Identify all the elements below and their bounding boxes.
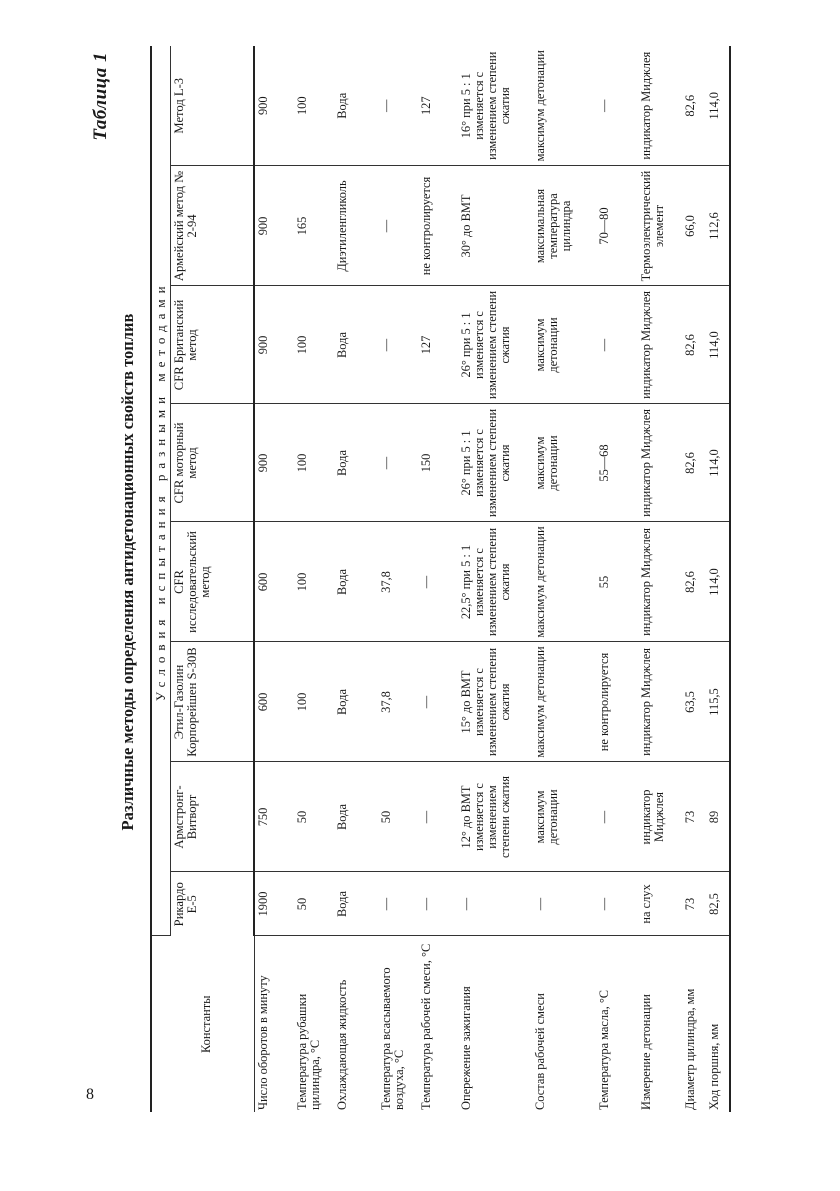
table-row	[418, 46, 458, 1112]
cell: 82,5	[706, 872, 730, 936]
cell: 82,6	[682, 522, 706, 642]
cell: 150	[418, 404, 458, 522]
table-title: Различные методы определения антидетонационных свойств топлив	[118, 313, 137, 831]
cell: 100	[294, 404, 334, 522]
cell: 50	[378, 762, 418, 872]
cell: 37,8	[378, 642, 418, 762]
row-label: Температура рабочей смеси, °С	[419, 943, 434, 1110]
cell: Вода	[334, 522, 378, 642]
cell: Вода	[334, 286, 378, 404]
column-header-ethyl: Этил-Газолин Корпорейшен S-30В	[170, 642, 254, 762]
cell: 22,5° при 5 : 1 изменяется с изменением степени сжатия	[458, 522, 532, 642]
constants-header: Константы	[151, 936, 254, 1112]
cell: 127	[418, 46, 458, 166]
row-label: Температура всасываемого воздуха, °С	[379, 967, 407, 1110]
cell: индикатор Миджлея	[638, 522, 682, 642]
row-label: Измерение детонации	[639, 994, 654, 1110]
cell: 82,6	[682, 404, 706, 522]
table-row	[682, 46, 706, 1112]
cell: —	[532, 872, 596, 936]
column-header-cfr-british: CFR Британский метод	[170, 286, 254, 404]
cell: максимум детонации	[532, 642, 596, 762]
cell: Вода	[334, 762, 378, 872]
cell: индикатор Миджлея	[638, 642, 682, 762]
cell: индикатор Миджлея	[638, 286, 682, 404]
cell: 115,5	[706, 642, 730, 762]
table-row	[458, 46, 532, 1112]
cell: —	[378, 46, 418, 166]
cell: максимум детонации	[532, 46, 596, 166]
cell: 114,0	[706, 522, 730, 642]
cell: максимальная температура цилиндра	[532, 166, 596, 286]
cell: 100	[294, 286, 334, 404]
cell: не контролируется	[418, 166, 458, 286]
cell: на слух	[638, 872, 682, 936]
page-number: 8	[86, 1086, 94, 1103]
cell: —	[378, 872, 418, 936]
cell: Термоэлектрический элемент	[638, 166, 682, 286]
cell: 30° до ВМТ	[458, 166, 532, 286]
cell: 73	[682, 872, 706, 936]
cell: 127	[418, 286, 458, 404]
cell: —	[458, 872, 532, 936]
cell: Вода	[334, 404, 378, 522]
cell: 114,0	[706, 46, 730, 166]
cell: Вода	[334, 642, 378, 762]
cell: максимум детонации	[532, 404, 596, 522]
cell: —	[596, 762, 638, 872]
column-header-armstrong: Армстронг-Витворт	[170, 762, 254, 872]
cell: —	[596, 46, 638, 166]
column-header-l3: Метод L-3	[170, 46, 254, 166]
cell: 50	[294, 762, 334, 872]
cell: 750	[254, 762, 294, 872]
table-caption: Таблица 1	[90, 52, 111, 141]
cell: 89	[706, 762, 730, 872]
cell: 55—68	[596, 404, 638, 522]
cell: —	[418, 762, 458, 872]
cell: Диэтиленгликоль	[334, 166, 378, 286]
cell: 66,0	[682, 166, 706, 286]
row-label: Температура масла, °С	[597, 989, 612, 1110]
row-label: Опережение зажигания	[459, 986, 474, 1110]
column-header-ricardo: Рикардо Е-5	[170, 872, 254, 936]
column-header-army: Армейский метод № 2-94	[170, 166, 254, 286]
cell: 82,6	[682, 286, 706, 404]
cell: 600	[254, 522, 294, 642]
cell: 26° при 5 : 1 изменяется с изменением степени сжатия	[458, 404, 532, 522]
cell: максимум детонации	[532, 286, 596, 404]
cell: 26° при 5 : 1 изменяется с изменением степени сжатия	[458, 286, 532, 404]
cell: —	[596, 872, 638, 936]
row-label: Диаметр цилиндра, мм	[683, 988, 698, 1110]
row-label: Число оборотов в минуту	[255, 975, 270, 1110]
cell: 37,8	[378, 522, 418, 642]
cell: 114,0	[706, 404, 730, 522]
group-header: Условия испытания разными методами	[151, 46, 170, 936]
row-label: Охлаждающая жидкость	[335, 979, 350, 1110]
cell: 600	[254, 642, 294, 762]
cell: индикатор Миджлея	[638, 404, 682, 522]
row-label: Ход поршня, мм	[706, 936, 730, 1112]
cell: Вода	[334, 872, 378, 936]
cell: 16° при 5 : 1 изменяется с изменением степени сжатия	[458, 46, 532, 166]
cell: 100	[294, 46, 334, 166]
table-row	[596, 46, 638, 1112]
cell: 900	[254, 166, 294, 286]
column-header-cfr-motor: CFR моторный метод	[170, 404, 254, 522]
cell: 82,6	[682, 46, 706, 166]
cell: 50	[294, 872, 334, 936]
table-row	[334, 46, 378, 1112]
column-header-cfr-research: CFR исследовательский метод	[170, 522, 254, 642]
table-row	[532, 46, 596, 1112]
cell: 100	[294, 642, 334, 762]
cell: 112,6	[706, 166, 730, 286]
cell: индикатор Миджлея	[638, 46, 682, 166]
cell: 114,0	[706, 286, 730, 404]
cell: —	[418, 642, 458, 762]
cell: —	[418, 522, 458, 642]
cell: 1900	[254, 872, 294, 936]
table-row	[294, 46, 334, 1112]
table-row	[254, 46, 294, 1112]
cell: 165	[294, 166, 334, 286]
rotated-table-page	[90, 0, 800, 1112]
cell: 70—80	[596, 166, 638, 286]
cell: Вода	[334, 46, 378, 166]
cell: индикатор Миджлея	[638, 762, 682, 872]
cell: —	[418, 872, 458, 936]
cell: максимум детонации	[532, 522, 596, 642]
cell: 63,5	[682, 642, 706, 762]
cell: 900	[254, 404, 294, 522]
cell: 73	[682, 762, 706, 872]
cell: 900	[254, 286, 294, 404]
cell: 55	[596, 522, 638, 642]
cell: —	[596, 286, 638, 404]
cell: —	[378, 286, 418, 404]
table-row	[378, 46, 418, 1112]
table-row	[706, 46, 730, 1112]
cell: —	[378, 404, 418, 522]
table-row	[638, 46, 682, 1112]
cell: 15° до ВМТ изменяется с изменением степени сжатия	[458, 642, 532, 762]
cell: не контролируется	[596, 642, 638, 762]
antiknock-methods-table	[150, 46, 731, 1112]
cell: —	[378, 166, 418, 286]
cell: максимум детонации	[532, 762, 596, 872]
cell: 900	[254, 46, 294, 166]
cell: 100	[294, 522, 334, 642]
cell: 12° до ВМТ изменяется с изменением степени сжатия	[458, 762, 532, 872]
row-label: Температура рубашки цилиндра, °С	[295, 993, 323, 1110]
row-label: Состав рабочей смеси	[533, 993, 548, 1110]
